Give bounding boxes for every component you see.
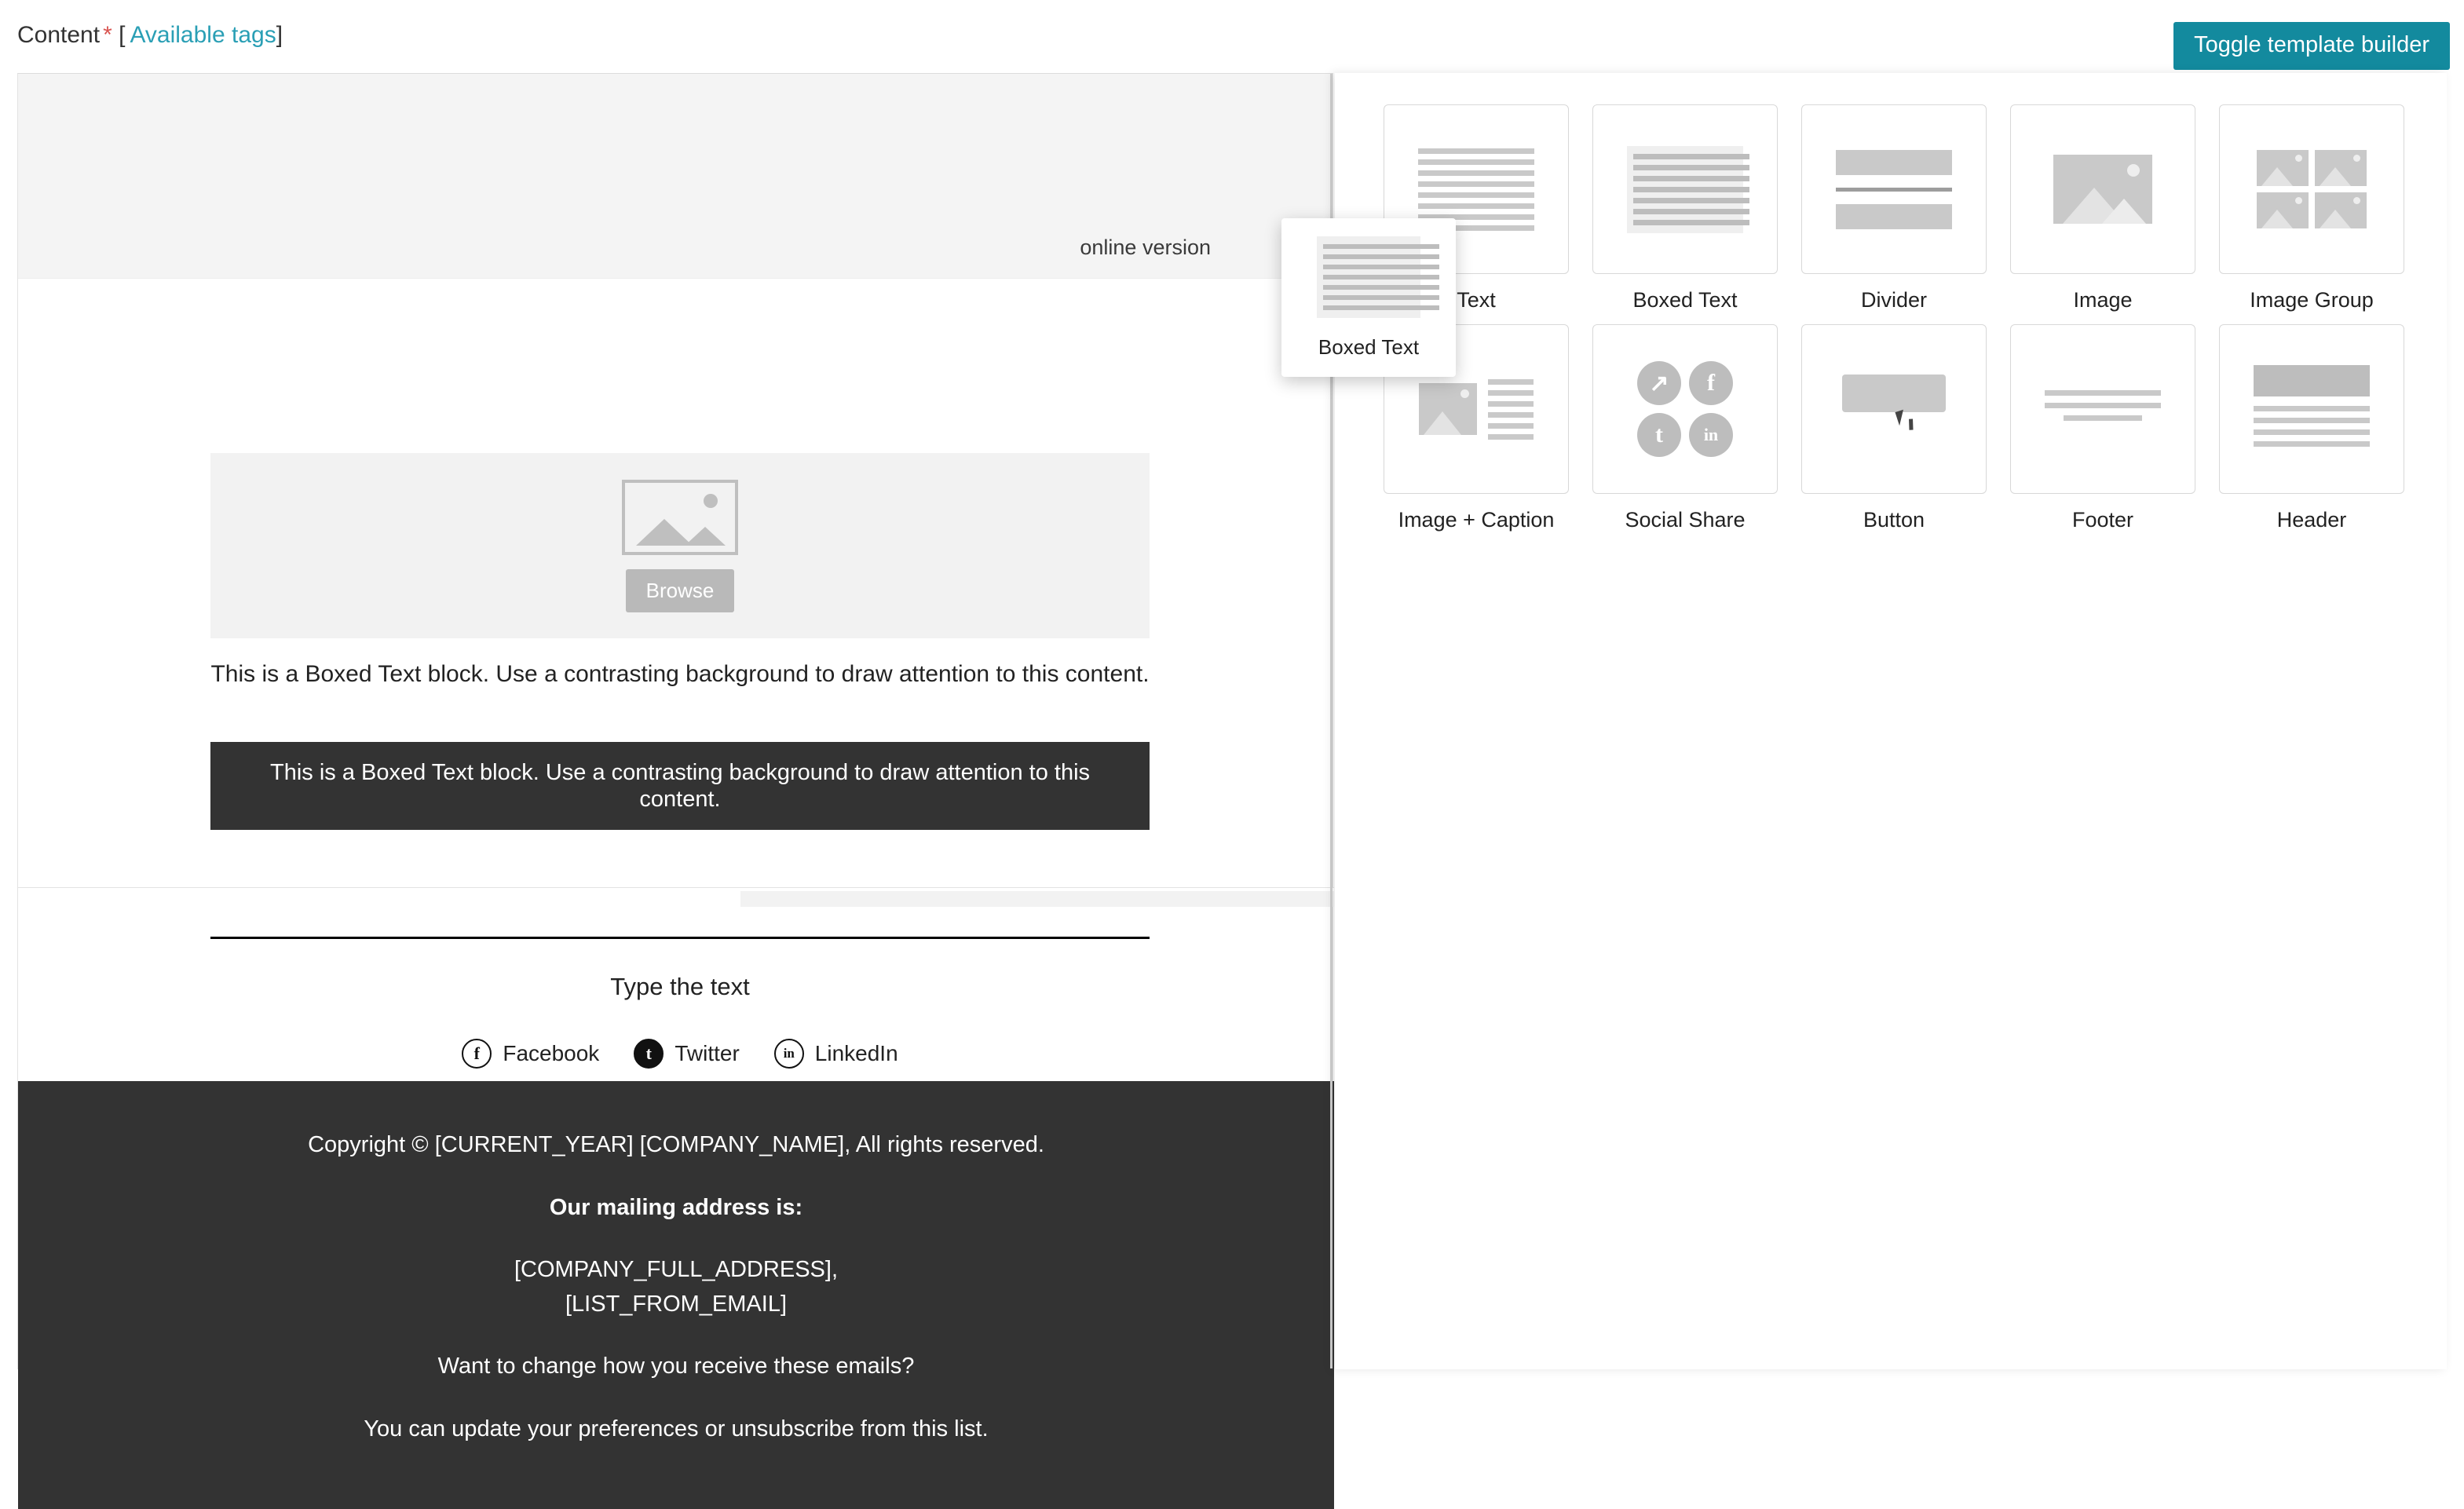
image-group-cell xyxy=(2257,192,2309,228)
builder-block-image-group-label: Image Group xyxy=(2250,288,2374,312)
social-share-block[interactable] xyxy=(210,1039,1150,1069)
footer-preferences-question: Want to change how you receive these emails? xyxy=(437,1354,915,1379)
builder-block-text-label: Text xyxy=(1457,288,1496,312)
boxed-text-block[interactable]: This is a Boxed Text block. Use a contrasting background to draw attention to this content. xyxy=(210,742,1150,830)
content-field-label xyxy=(17,22,283,49)
twitter-icon: t xyxy=(1637,413,1681,457)
builder-block-button-label: Button xyxy=(1863,508,1925,532)
image-caption-block-icon xyxy=(1419,379,1534,440)
dragging-block-ghost[interactable] xyxy=(1281,218,1456,377)
builder-block-image-group[interactable] xyxy=(2219,104,2404,321)
builder-block-footer-label: Footer xyxy=(2071,508,2134,532)
builder-block-boxed-text[interactable] xyxy=(1592,104,1778,321)
builder-block-footer[interactable] xyxy=(2010,324,2195,541)
divider-bar-bottom xyxy=(1836,204,1952,229)
template-builder-panel xyxy=(1335,73,2447,1369)
image-group-block-icon xyxy=(2257,150,2367,228)
dragging-block-label: Boxed Text xyxy=(1318,334,1420,359)
preview-bottom-strip-inner xyxy=(740,891,1334,907)
twitter-icon: t xyxy=(634,1039,664,1069)
builder-block-footer-card[interactable] xyxy=(2010,324,2195,494)
image-group-cell xyxy=(2315,192,2367,228)
builder-block-social-share-card[interactable] xyxy=(1592,324,1778,494)
builder-block-header[interactable] xyxy=(2219,324,2404,541)
bracket-open: [ xyxy=(119,22,126,48)
footer-address-line1: [COMPANY_FULL_ADDRESS], xyxy=(514,1257,839,1282)
preview-body xyxy=(18,279,1333,1441)
divider-block[interactable] xyxy=(210,937,1150,939)
image-icon-sun xyxy=(2295,155,2302,162)
top-bar xyxy=(0,0,2464,71)
social-item-linkedin[interactable] xyxy=(774,1039,898,1069)
preview-bottom-strip xyxy=(18,887,1334,907)
image-icon-sun xyxy=(2127,164,2140,177)
content-label-text: Content xyxy=(17,22,101,48)
builder-block-divider-label: Divider xyxy=(1860,288,1928,312)
linkedin-icon: in xyxy=(1689,413,1733,457)
builder-block-header-label: Header xyxy=(2276,508,2347,532)
footer-block-icon xyxy=(2045,390,2161,428)
divider-bar-top xyxy=(1836,150,1952,175)
boxed-text-block-icon xyxy=(1627,146,1743,233)
button-block[interactable]: Type the text xyxy=(610,973,750,1000)
builder-block-image-caption-label: Image + Caption xyxy=(1398,508,1555,532)
image-icon-sun xyxy=(2295,197,2302,204)
image-icon-sun xyxy=(2353,197,2360,204)
image-icon-sun xyxy=(1460,389,1469,398)
bracket-close: ] xyxy=(276,22,283,48)
preview-header-band[interactable] xyxy=(18,74,1333,279)
facebook-icon: f xyxy=(462,1039,492,1069)
header-icon-bar xyxy=(2254,365,2370,396)
social-share-block-icon xyxy=(1637,361,1733,457)
builder-block-social-share-label: Social Share xyxy=(1625,508,1746,532)
image-block-icon xyxy=(2053,155,2152,224)
builder-block-image-label: Image xyxy=(2073,288,2133,312)
image-group-cell xyxy=(2315,150,2367,186)
online-version-link[interactable]: online version xyxy=(1080,236,1211,259)
builder-block-boxed-text-label: Boxed Text xyxy=(1632,288,1738,312)
image-block[interactable] xyxy=(210,453,1150,638)
email-footer-block[interactable] xyxy=(18,1081,1334,1509)
divider-rule xyxy=(1836,188,1952,192)
boxed-text-lines xyxy=(1633,154,1749,225)
builder-block-divider-card[interactable] xyxy=(1801,104,1987,274)
button-block-icon xyxy=(1836,370,1952,448)
builder-block-divider[interactable] xyxy=(1801,104,1987,321)
boxed-text-lines xyxy=(1323,244,1439,310)
builder-block-image[interactable] xyxy=(2010,104,2195,321)
image-sun-shape xyxy=(704,494,718,508)
social-label-facebook: Facebook xyxy=(503,1041,600,1065)
divider-block-icon xyxy=(1836,150,1952,229)
social-item-twitter[interactable] xyxy=(634,1039,739,1069)
button-icon-shape xyxy=(1842,375,1946,412)
builder-block-image-card[interactable] xyxy=(2010,104,2195,274)
header-block-icon xyxy=(2254,365,2370,453)
image-caption-lines xyxy=(1488,379,1534,440)
footer-preferences-line: You can update your preferences or unsubscribe from this list. xyxy=(364,1416,989,1441)
social-label-twitter: Twitter xyxy=(674,1041,740,1065)
linkedin-icon: in xyxy=(774,1039,804,1069)
footer-copyright: Copyright © [CURRENT_YEAR] [COMPANY_NAME], All rights reserved. xyxy=(308,1132,1044,1157)
image-icon-sun xyxy=(2353,155,2360,162)
image-group-cell xyxy=(2257,150,2309,186)
image-placeholder-icon xyxy=(622,480,738,555)
toggle-template-builder-button[interactable]: Toggle template builder xyxy=(2173,22,2450,70)
builder-block-image-group-card[interactable] xyxy=(2219,104,2404,274)
social-item-facebook[interactable] xyxy=(462,1039,599,1069)
footer-address-line2: [LIST_FROM_EMAIL] xyxy=(565,1291,787,1317)
share-icon: ↗ xyxy=(1637,361,1681,405)
footer-address xyxy=(18,1253,1334,1321)
facebook-icon: f xyxy=(1689,361,1733,405)
builder-block-button-card[interactable] xyxy=(1801,324,1987,494)
builder-block-boxed-text-card[interactable] xyxy=(1592,104,1778,274)
builder-block-social-share[interactable] xyxy=(1592,324,1778,541)
footer-mailing-heading: Our mailing address is: xyxy=(549,1194,803,1220)
text-block[interactable]: This is a Boxed Text block. Use a contrasting background to draw attention to this content. xyxy=(210,661,1150,687)
required-asterisk: * xyxy=(103,22,112,48)
boxed-text-block-icon xyxy=(1317,236,1420,318)
image-caption-picture xyxy=(1419,383,1477,435)
image-mountain-shape xyxy=(631,510,729,546)
email-preview-canvas[interactable] xyxy=(17,73,1333,1441)
builder-block-header-card[interactable] xyxy=(2219,324,2404,494)
browse-button[interactable]: Browse xyxy=(626,569,735,612)
builder-blocks-grid xyxy=(1384,104,2404,541)
available-tags-link[interactable]: Available tags xyxy=(130,22,276,48)
builder-block-button[interactable] xyxy=(1801,324,1987,541)
social-label-linkedin: LinkedIn xyxy=(814,1041,898,1065)
